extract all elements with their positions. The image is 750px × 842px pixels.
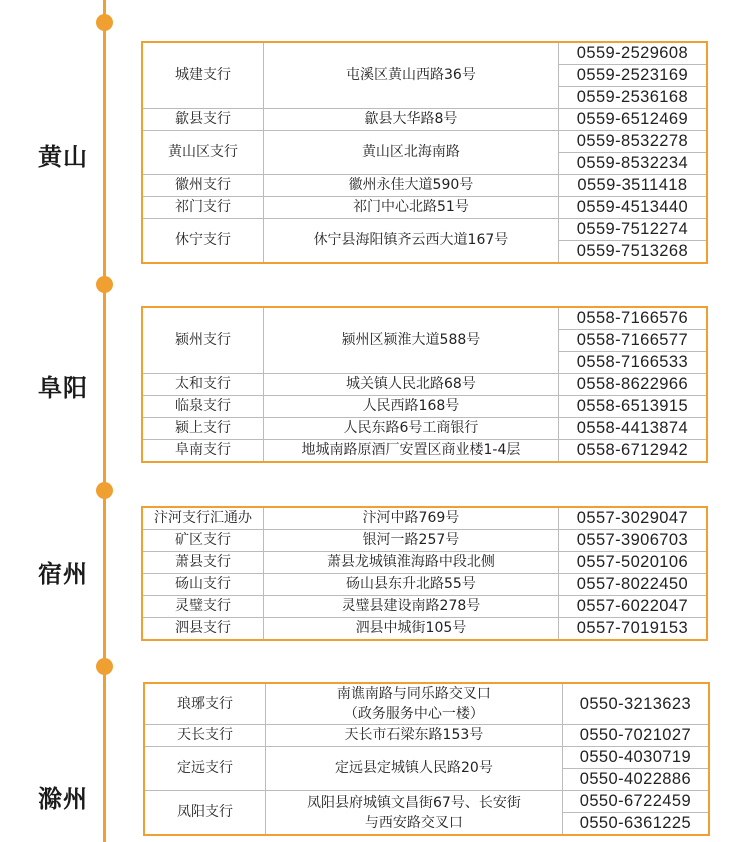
- branch-address: [266, 725, 563, 747]
- branch-name: 凤阳支行: [144, 791, 266, 836]
- branch-table-suzhou: [141, 506, 708, 641]
- table-row: [142, 507, 707, 530]
- branch-name: 颍州支行: [142, 307, 264, 374]
- branch-name: 萧县支行: [142, 552, 264, 574]
- table-row: [142, 175, 707, 197]
- branch-name: 徽州支行: [142, 175, 264, 197]
- address-line: 与西安路交叉口: [364, 814, 463, 831]
- branch-address: [264, 307, 559, 374]
- address-line: 城关镇人民北路68号: [346, 376, 476, 392]
- table-row: [142, 219, 707, 241]
- phone-number: 0550-6722459: [562, 791, 709, 813]
- branch-table-chuzhou: [143, 682, 710, 836]
- address-line: 萧县龙城镇淮海路中段北侧: [326, 554, 495, 570]
- table-row: [142, 374, 707, 396]
- branch-address: [264, 219, 559, 264]
- table-row: [144, 683, 709, 725]
- address-line: 天长市石梁东路153号: [344, 727, 484, 743]
- branch-address: [264, 197, 559, 219]
- branch-address: [264, 131, 559, 175]
- address-line: 砀山县东升北路55号: [346, 576, 476, 592]
- address-line: 休宁县海阳镇齐云西大道167号: [313, 232, 509, 248]
- address-line: 屯溪区黄山西路36号: [346, 67, 476, 83]
- branch-address: [264, 618, 559, 641]
- phone-number: 0557-8022450: [558, 574, 707, 596]
- phone-number: 0559-4513440: [558, 197, 707, 219]
- city-label-huangshan: 黄山: [38, 143, 88, 171]
- address-line: 汴河中路769号: [362, 510, 460, 526]
- phone-number: 0559-8532234: [558, 153, 707, 175]
- branch-name: 颍上支行: [142, 418, 264, 440]
- address-line: 黄山区北海南路: [361, 144, 460, 160]
- phone-number: 0558-7166576: [558, 307, 707, 330]
- address-line: 地城南路原酒厂安置区商业楼1-4层: [301, 442, 521, 458]
- branch-name: 祁门支行: [142, 197, 264, 219]
- branch-name: 休宁支行: [142, 219, 264, 264]
- table-row: [142, 552, 707, 574]
- phone-number: 0558-7166533: [558, 352, 707, 374]
- phone-number: 0557-3029047: [558, 507, 707, 530]
- table-row: [142, 307, 707, 330]
- phone-number: 0558-7166577: [558, 330, 707, 352]
- branch-name: 砀山支行: [142, 574, 264, 596]
- timeline-dot: [96, 276, 113, 293]
- branch-address: [266, 683, 563, 725]
- branch-name: 天长支行: [144, 725, 266, 747]
- address-line: 颍州区颍淮大道588号: [341, 332, 481, 348]
- timeline-dot: [96, 14, 113, 31]
- branch-address: [264, 396, 559, 418]
- branch-address: [264, 440, 559, 463]
- branch-address: [266, 747, 563, 791]
- address-line: 徽州永佳大道590号: [348, 177, 474, 193]
- branch-name: 定远支行: [144, 747, 266, 791]
- table-row: [142, 109, 707, 131]
- branch-address: [264, 507, 559, 530]
- branch-address: [264, 418, 559, 440]
- phone-number: 0559-7513268: [558, 241, 707, 264]
- address-line: 祁门中心北路51号: [353, 199, 469, 215]
- branch-name: 城建支行: [142, 42, 264, 109]
- branch-address: [264, 374, 559, 396]
- branch-table-huangshan: [141, 41, 708, 264]
- table-row: [142, 197, 707, 219]
- city-label-fuyang: 阜阳: [38, 374, 88, 402]
- branch-table-fuyang: [141, 306, 708, 463]
- phone-number: 0559-6512469: [558, 109, 707, 131]
- city-label-chuzhou: 滁州: [38, 785, 88, 813]
- address-line: 南谯南路与同乐路交叉口: [336, 686, 491, 702]
- phone-number: 0558-6513915: [558, 396, 707, 418]
- phone-number: 0558-4413874: [558, 418, 707, 440]
- table-row: [142, 131, 707, 153]
- phone-number: 0557-3906703: [558, 530, 707, 552]
- branch-name: 琅琊支行: [144, 683, 266, 725]
- phone-number: 0559-7512274: [558, 219, 707, 241]
- branch-address: [266, 791, 563, 836]
- branch-address: [264, 42, 559, 109]
- phone-number: 0559-2536168: [558, 87, 707, 109]
- timeline-line: [103, 0, 106, 842]
- address-line: （政务服务中心一楼）: [343, 706, 484, 722]
- table-row: [142, 418, 707, 440]
- branch-name: 歙县支行: [142, 109, 264, 131]
- phone-number: 0559-2529608: [558, 42, 707, 65]
- table-row: [142, 440, 707, 463]
- phone-number: 0550-6361225: [562, 813, 709, 836]
- city-label-suzhou: 宿州: [38, 560, 88, 588]
- branch-address: [264, 574, 559, 596]
- table-row: [144, 725, 709, 747]
- timeline-dot: [96, 482, 113, 499]
- phone-number: 0559-8532278: [558, 131, 707, 153]
- branch-address: [264, 596, 559, 618]
- branch-name: 黄山区支行: [142, 131, 264, 175]
- phone-number: 0559-3511418: [558, 175, 707, 197]
- address-line: 凤阳县府城镇文昌街67号、长安街: [307, 794, 521, 811]
- address-line: 人民东路6号工商银行: [343, 420, 479, 436]
- branch-name: 汴河支行汇通办: [142, 507, 264, 530]
- address-line: 灵璧县建设南路278号: [341, 598, 481, 614]
- branch-name: 灵璧支行: [142, 596, 264, 618]
- table-row: [142, 596, 707, 618]
- branch-name: 太和支行: [142, 374, 264, 396]
- branch-name: 阜南支行: [142, 440, 264, 463]
- branch-name: 临泉支行: [142, 396, 264, 418]
- branch-address: [264, 175, 559, 197]
- branch-name: 泗县支行: [142, 618, 264, 641]
- table-row: [142, 530, 707, 552]
- address-line: 定远县定城镇人民路20号: [335, 760, 493, 776]
- branch-name: 矿区支行: [142, 530, 264, 552]
- phone-number: 0558-6712942: [558, 440, 707, 463]
- phone-number: 0557-7019153: [558, 618, 707, 641]
- timeline-dot: [96, 658, 113, 675]
- address-line: 歙县大华路8号: [364, 111, 458, 127]
- branch-address: [264, 109, 559, 131]
- table-row: [142, 574, 707, 596]
- phone-number: 0550-4022886: [562, 769, 709, 791]
- table-row: [142, 42, 707, 65]
- phone-number: 0550-4030719: [562, 747, 709, 769]
- address-line: 银河一路257号: [362, 532, 460, 548]
- phone-number: 0550-7021027: [562, 725, 709, 747]
- address-line: 人民西路168号: [362, 398, 460, 414]
- address-line: 泗县中城街105号: [355, 620, 467, 636]
- branch-address: [264, 530, 559, 552]
- table-row: [144, 791, 709, 813]
- phone-number: 0550-3213623: [562, 683, 709, 725]
- table-row: [144, 747, 709, 769]
- branch-address: [264, 552, 559, 574]
- phone-number: 0557-6022047: [558, 596, 707, 618]
- phone-number: 0557-5020106: [558, 552, 707, 574]
- table-row: [142, 396, 707, 418]
- table-row: [142, 618, 707, 641]
- phone-number: 0558-8622966: [558, 374, 707, 396]
- phone-number: 0559-2523169: [558, 65, 707, 87]
